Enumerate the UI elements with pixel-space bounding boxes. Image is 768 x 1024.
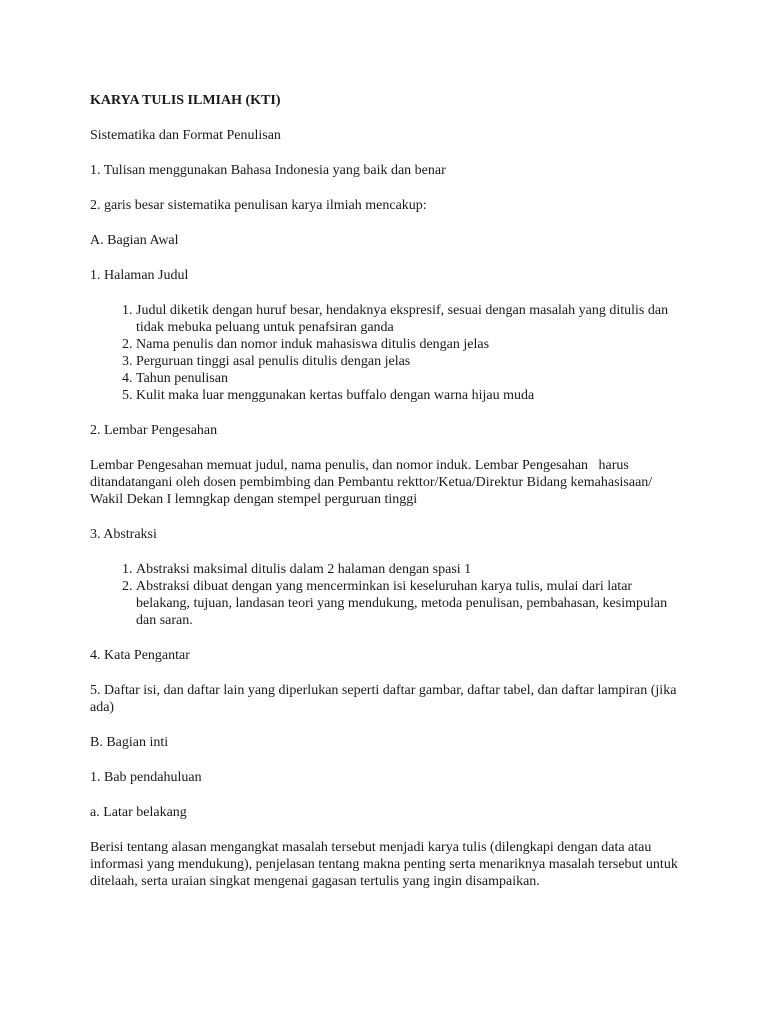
list-item: 4. Tahun penulisan xyxy=(136,370,678,387)
list-item: 1. Abstraksi maksimal ditulis dalam 2 halaman dengan spasi 1 xyxy=(136,561,678,578)
abstraksi-heading: 3. Abstraksi xyxy=(90,527,157,542)
list-item: 1. Judul diketik dengan huruf besar, hendaknya ekspresif, sesuai dengan masalah yang ditulis dan tidak mebuka peluang untuk penafsiran ganda xyxy=(136,302,678,336)
list-item: 3. Perguruan tinggi asal penulis ditulis dengan jelas xyxy=(136,353,678,370)
section-b-heading: B. Bagian inti xyxy=(90,735,169,750)
bab-pendahuluan-heading: 1. Bab pendahuluan xyxy=(90,770,202,785)
daftar-isi-text: 5. Daftar isi, dan daftar lain yang diperlukan seperti daftar gambar, daftar tabel, dan daftar lampiran (jika ada) xyxy=(90,683,677,715)
point-2: 2. garis besar sistematika penulisan karya ilmiah mencakup: xyxy=(90,198,427,213)
list-item: 2. Abstraksi dibuat dengan yang mencerminkan isi keseluruhan karya tulis, mulai dari latar belakang, tujuan, landasan teori yang mendukung, metoda penulisan, pembahasan, kesimpulan dan saran. xyxy=(136,578,678,629)
list-item: 5. Kulit maka luar menggunakan kertas buffalo dengan warna hijau muda xyxy=(136,387,678,404)
halaman-judul-heading: 1. Halaman Judul xyxy=(90,268,189,283)
section-a-heading: A. Bagian Awal xyxy=(90,233,179,248)
lembar-pengesahan-heading: 2. Lembar Pengesahan xyxy=(90,423,218,438)
point-1: 1. Tulisan menggunakan Bahasa Indonesia yang baik dan benar xyxy=(90,163,446,178)
halaman-judul-list xyxy=(90,302,678,404)
latar-belakang-heading: a. Latar belakang xyxy=(90,805,187,820)
document-title: KARYA TULIS ILMIAH (KTI) xyxy=(90,93,281,108)
lembar-pengesahan-text: Lembar Pengesahan memuat judul, nama penulis, dan nomor induk. Lembar Pengesahan harus ditandatangani oleh dosen pembimbing dan Pembantu rekttor/Ketua/Direktur Bidang kemahasisaan/ Wakil Dekan I lemngkap dengan stempel perguruan tinggi xyxy=(90,458,656,507)
latar-belakang-text: Berisi tentang alasan mengangkat masalah tersebut menjadi karya tulis (dilengkapi dengan data atau informasi yang mendukung), penjelasan tentang makna penting serta menariknya masalah tersebut untuk ditelaah, serta uraian singkat mengenai gagasan tertulis yang ingin disampaikan. xyxy=(90,840,678,889)
abstraksi-list xyxy=(90,561,678,629)
kata-pengantar-heading: 4. Kata Pengantar xyxy=(90,648,190,663)
document-subtitle: Sistematika dan Format Penulisan xyxy=(90,128,281,143)
list-item: 2. Nama penulis dan nomor induk mahasiswa ditulis dengan jelas xyxy=(136,336,678,353)
